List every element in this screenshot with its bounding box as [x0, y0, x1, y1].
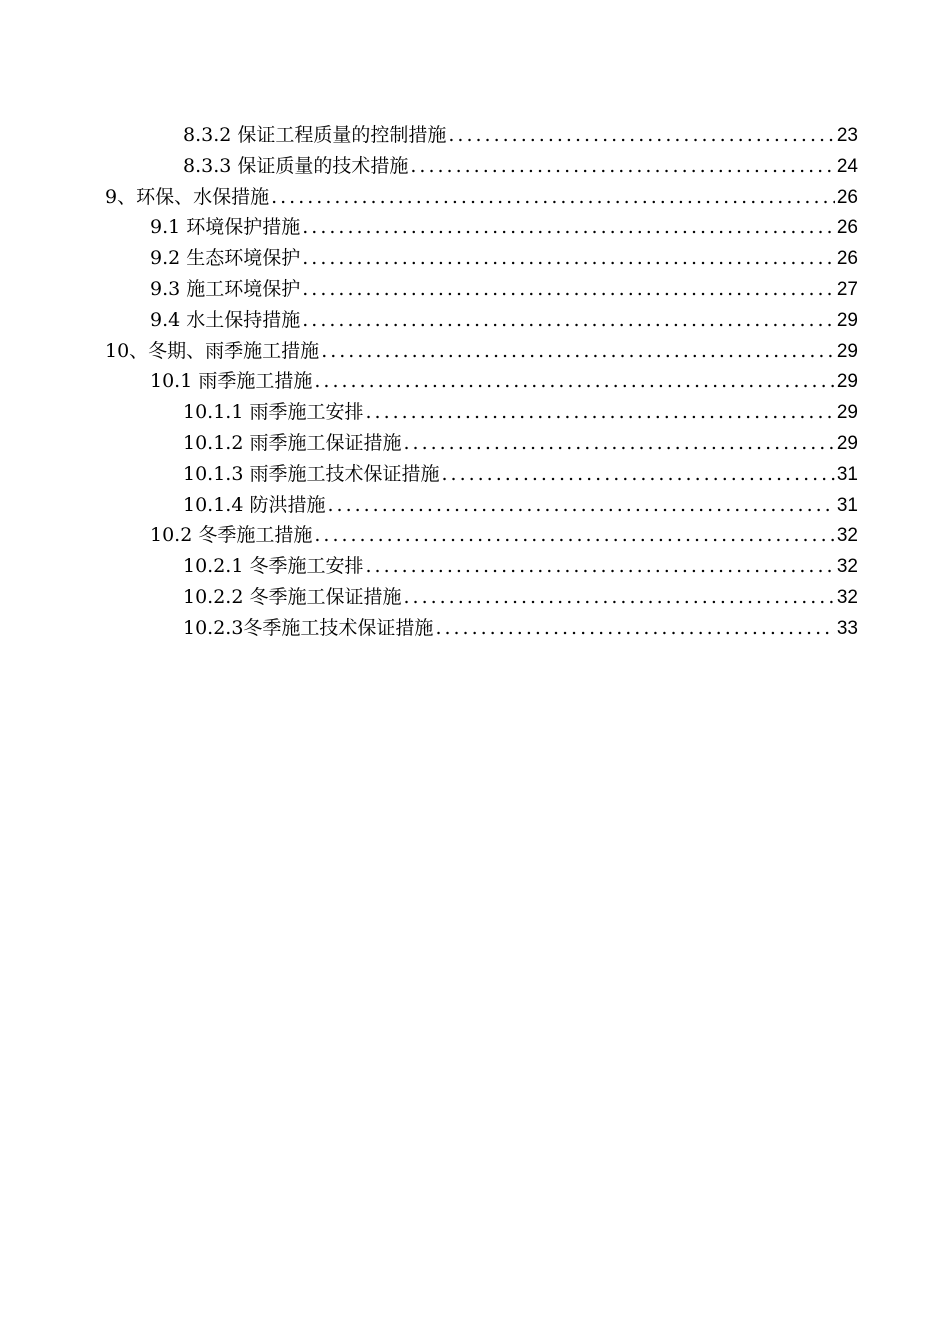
toc-entry-label: 10、冬期、雨季施工措施	[105, 339, 320, 362]
toc-entry[interactable]	[150, 305, 858, 335]
dot-leader	[302, 278, 835, 300]
toc-entry-page: 26	[836, 248, 858, 270]
toc-entry-page: 26	[836, 186, 858, 208]
toc-entry[interactable]	[183, 551, 858, 581]
toc-entry-label: 10.1.1 雨季施工安排	[183, 401, 364, 424]
toc-entry-page: 31	[836, 494, 858, 516]
toc-entry[interactable]	[105, 182, 858, 212]
toc-entry-label: 10.1 雨季施工措施	[150, 370, 313, 393]
dot-leader	[365, 555, 834, 577]
toc-entry[interactable]	[183, 151, 858, 181]
toc-entry-label: 10.1.2 雨季施工保证措施	[183, 432, 402, 454]
dot-leader	[410, 155, 834, 177]
dot-leader	[327, 494, 834, 516]
toc-entry-page: 32	[836, 556, 858, 578]
toc-entry[interactable]	[183, 428, 858, 458]
toc-entry[interactable]	[183, 459, 858, 489]
dot-leader	[314, 524, 835, 546]
toc-entry-page: 26	[836, 217, 858, 239]
toc-entry-page: 29	[836, 309, 858, 331]
toc-entry-label: 9、环保、水保措施	[105, 185, 270, 208]
toc-entry-label: 10.1.4 防洪措施	[183, 493, 326, 516]
toc-entry[interactable]	[105, 336, 858, 366]
toc-entry[interactable]	[183, 613, 858, 643]
toc-entry-page: 29	[836, 433, 858, 454]
dot-leader	[403, 432, 834, 454]
toc-entry[interactable]	[183, 120, 858, 150]
toc-entry[interactable]	[183, 490, 858, 520]
toc-entry-label: 10.2.1 冬季施工安排	[183, 555, 364, 578]
dot-leader	[302, 216, 835, 238]
toc-entry-page: 29	[836, 340, 858, 362]
toc-entry-page: 32	[836, 525, 858, 547]
dot-leader	[435, 617, 834, 639]
toc-entry-page: 33	[836, 617, 858, 639]
toc-entry[interactable]	[150, 243, 858, 273]
toc-entry[interactable]	[150, 274, 858, 304]
toc-entry-label: 8.3.3 保证质量的技术措施	[183, 154, 409, 177]
toc-entry-label: 9.1 环境保护措施	[150, 216, 301, 239]
toc-entry-label: 9.4 水土保持措施	[150, 308, 301, 331]
toc-entry[interactable]	[150, 212, 858, 242]
dot-leader	[302, 309, 835, 331]
toc-entry-page: 27	[836, 279, 858, 300]
toc-entry[interactable]	[150, 520, 858, 550]
toc-entry[interactable]	[150, 366, 858, 396]
toc-entry[interactable]	[183, 582, 858, 612]
dot-leader	[441, 463, 834, 485]
dot-leader	[302, 247, 835, 269]
dot-leader	[321, 340, 835, 362]
toc-entry-page: 24	[836, 155, 858, 177]
toc-entry-page: 23	[836, 125, 858, 146]
toc-entry-label: 9.3 施工环境保护	[150, 278, 301, 300]
toc-entry-label: 10.1.3 雨季施工技术保证措施	[183, 462, 440, 485]
toc-entry-page: 29	[836, 402, 858, 424]
dot-leader	[448, 124, 834, 146]
toc-entry-label: 10.2.2 冬季施工保证措施	[183, 586, 402, 608]
dot-leader	[403, 586, 834, 608]
dot-leader	[271, 186, 835, 208]
toc-entry-label: 9.2 生态环境保护	[150, 247, 301, 270]
toc-entry-page: 29	[836, 371, 858, 393]
toc-entry-page: 31	[836, 463, 858, 485]
toc-entry-page: 32	[836, 587, 858, 608]
dot-leader	[314, 370, 835, 392]
toc-entry[interactable]	[183, 397, 858, 427]
toc-entry-label: 8.3.2 保证工程质量的控制措施	[183, 124, 447, 146]
dot-leader	[365, 401, 834, 423]
toc-entry-label: 10.2.3冬季施工技术保证措施	[183, 616, 434, 639]
toc-entry-label: 10.2 冬季施工措施	[150, 524, 313, 547]
